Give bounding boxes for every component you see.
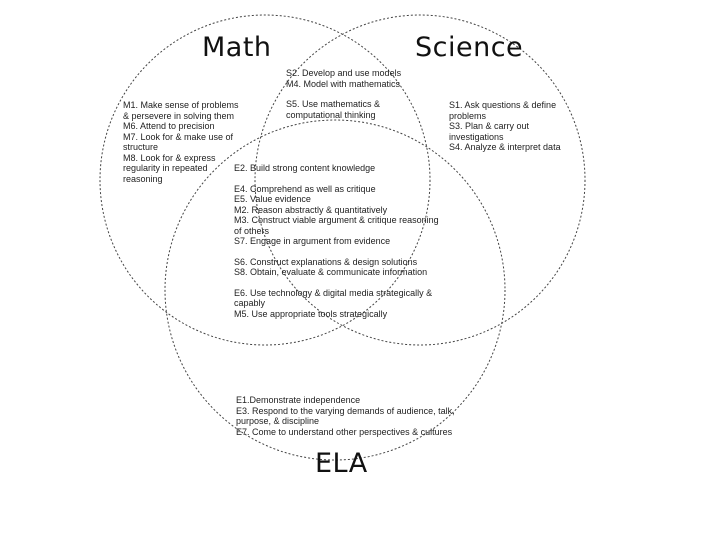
center-group-2: E4. Comprehend as well as critique E5. Value evidence M2. Reason abstractly & quantitatively M3. Construct viable argument & critique reasoning of others S7. Engage in argument from evidence [234, 183, 439, 246]
math-title: Math [202, 32, 272, 63]
math-only-list: M1. Make sense of problems & persevere in solving them M6. Attend to precision M7. Look for & make use of structure M8. Look for & express regularity in repeated reasoning [123, 100, 239, 184]
center-group-4: E6. Use technology & digital media strategically & capably M5. Use appropriate tools strategically [234, 287, 433, 319]
center-group-3: S6. Construct explanations & design solutions S8. Obtain, evaluate & communicate information [234, 256, 428, 277]
center-overlap [234, 163, 464, 319]
science-only-list: S1. Ask questions & define problems S3. Plan & carry out investigations S4. Analyze & interpret data [449, 100, 561, 152]
math-science-line2: S5. Use mathematics & computational thinking [286, 99, 381, 120]
ela-only-list: E1.Demonstrate independence E3. Respond to the varying demands of audience, talk, purpose, & discipline E7. Come to understand other perspectives & cultures [236, 395, 455, 437]
math-science-overlap [286, 68, 416, 120]
center-group-1: E2. Build strong content knowledge [234, 163, 376, 173]
science-title: Science [415, 32, 524, 63]
math-science-line1: S2. Develop and use models M4. Model with mathematics [286, 68, 402, 89]
ela-title: ELA [315, 448, 368, 479]
